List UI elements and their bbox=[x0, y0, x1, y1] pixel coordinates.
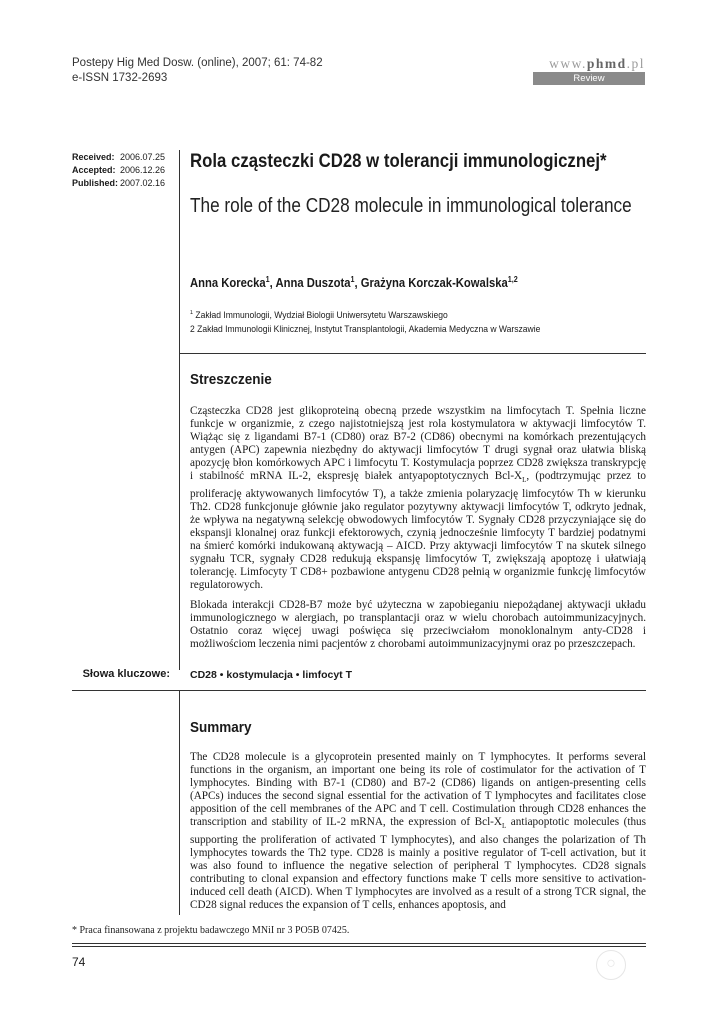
abstract-pl-text: Cząsteczka CD28 jest glikoproteiną obecną przede wszystkim na limfocytach T. Spełnia liczne funkcje w organizmie, z czego najistotniejszą jest rola kostymulatora w aktywacji limfocytów T. Wiążąc się z ligandami B7-1 (CD80) oraz B7-2 (CD86) obecnymi na komórkach prezentujących antygen (APC) zapewnia niezbędny do aktywacji limfocytów T drugi sygnał oraz ułatwia bliską apozycję błon komórkowych APC i limfocytu T. Kostymulacja poprzez CD28 zwiększa transkrypcję i stabilność mRNA IL-2, ekspresję białek antyapoptotycznych Bcl-X bbox=[190, 405, 646, 483]
page-number: 74 bbox=[72, 955, 86, 969]
date-accepted bbox=[72, 164, 165, 177]
date-value: 2006.12.26 bbox=[120, 165, 166, 175]
footer-divider bbox=[72, 943, 646, 944]
review-badge: Review bbox=[533, 72, 645, 85]
author-affil-sup: 1 bbox=[350, 275, 355, 284]
author-name: Anna Duszota bbox=[275, 276, 351, 291]
article-title-english bbox=[190, 192, 637, 220]
section-heading-streszczenie: Streszczenie bbox=[190, 371, 272, 388]
article-dates bbox=[72, 151, 165, 190]
column-divider-lower bbox=[179, 690, 180, 915]
watermark-logo-icon: ○ bbox=[596, 950, 626, 980]
author-name: Anna Korecka bbox=[190, 276, 266, 291]
abstract-pl-paragraph-2: Blokada interakcji CD28-B7 może być użyteczna w zapobieganiu niepożądanej aktywacji układu immunologicznego w alergiach, po transplantacji oraz w wielu chorobach autoimmunizacyjnych. Ostatnio coraz więcej uwagi poświęca się przeciwciałom monoklonalnym anty-CD28 i możliwościom leczenia nimi pacjentów z chorobami autoimmunizacyjnymi oraz po przeszczepach. bbox=[190, 598, 646, 650]
affiliation-text: Zakład Immunologii, Wydział Biologii Uniwersytetu Warszawskiego bbox=[195, 310, 448, 322]
abstract-pl-paragraph-1 bbox=[190, 405, 646, 593]
date-published bbox=[72, 177, 165, 190]
author-name: Grażyna Korczak-Kowalska bbox=[360, 276, 508, 291]
date-value: 2006.07.25 bbox=[120, 152, 166, 162]
site-brand: phmd bbox=[586, 56, 627, 71]
abstract-pl-text-rest: , (podtrzymując przez to proliferację aktywowanych limfocytów T), a także zmienia polaryzację limfocytów Th w kierunku Th2. CD28 funkcjonuje głównie jako regulator pozytywny aktywacji limfocytów T, odkryto jednak, że wpływa na negatywną selekcję obwodowych limfocytów T. Sygnały CD28 przyczyniające się do ekspansji klonalnej oraz funkcji efektorowych, czynią jednocześnie limfocyty T bardziej podatnymi na śmierć komórki indukowaną aktywacją – AICD. Przy aktywacji limfocytów T na skutek silnego sygnału TCR, sygnały CD28 redukują ekspansję limfocytów T, zwiększają apoptozę i ułatwiają tolerancję. Limfocyty T CD8+ pozbawione antygenu CD28 pełnią w organizmie funkcję limfocytów regulatorowych. bbox=[190, 470, 646, 592]
keywords-divider bbox=[72, 690, 646, 691]
keywords-values: CD28 • kostymulacja • limfocyt T bbox=[190, 669, 352, 681]
title-en-text: The role of the CD28 molecule in immunological tolerance bbox=[190, 195, 632, 217]
abstract-en-text: The CD28 molecule is a glycoprotein presented mainly on T lymphocytes. It performs several functions in the organism, an important one being its role of costimulator for the activation of T lymphocytes. Binding with B7-1 (CD80) and B7-2 (CD86) ligands on antigen-presenting cells (APCs) induces the second signal essential for the activation of T lymphocytes and facilitates close apposition of the cell membranes of the APC and T cell. Costimulation through CD28 enhances the transcription and stability of IL-2 mRNA, the expression of Bcl-X bbox=[190, 751, 646, 829]
header-divider bbox=[179, 353, 646, 354]
date-label: Accepted: bbox=[72, 165, 116, 175]
journal-line-2: e-ISSN 1732-2693 bbox=[72, 72, 168, 84]
article-title-polish: Rola cząsteczki CD28 w tolerancji immunologicznej* bbox=[190, 150, 607, 172]
abstract-en-text-rest: antiapoptotic molecules (thus supporting the proliferation of activated T lymphocytes), and also changes the polarization of Th lymphocytes towards the Th2 type. CD28 is mainly a positive regulator of T-cell activation, but it was also found to influence the negative selection of peripheral T lymphocytes. CD28 signals contributing to clonal expansion and effectory functions make T cells more sensitive to activation-induced cell death (AICD). When T lymphocytes are involved as a result of a strong TCR signal, the CD28 signal reduces the expansion of T cells, enhances apoptosis, and bbox=[190, 816, 646, 912]
author-affil-sup: 1,2 bbox=[507, 275, 518, 284]
site-suffix: .pl bbox=[626, 56, 645, 71]
date-received bbox=[72, 151, 165, 164]
date-label: Received: bbox=[72, 152, 115, 162]
subscript: L bbox=[501, 822, 507, 831]
subscript: L bbox=[522, 476, 527, 485]
journal-site-link[interactable] bbox=[533, 56, 645, 72]
date-value: 2007.02.16 bbox=[120, 178, 166, 188]
affiliation-2 bbox=[190, 323, 540, 337]
keywords-label: Słowa kluczowe: bbox=[82, 668, 170, 680]
section-heading-summary: Summary bbox=[190, 719, 252, 736]
affiliation-1 bbox=[190, 306, 540, 323]
site-prefix: www. bbox=[549, 56, 587, 71]
footer-divider bbox=[72, 946, 646, 947]
abstract-english bbox=[190, 751, 646, 913]
date-label: Published: bbox=[72, 178, 119, 188]
journal-line-1: Postepy Hig Med Dosw. (online), 2007; 61: 74-82 bbox=[72, 57, 323, 69]
affiliations bbox=[190, 306, 540, 337]
author-list: Anna Korecka$^1$, Anna Duszota$^1$, Grażyna Korczak-Kowalska$^{1,2}$ bbox=[190, 275, 518, 291]
funding-footnote: * Praca finansowana z projektu badawczego MNiI nr 3 PO5B 07425. bbox=[72, 925, 350, 936]
author-affil-sup: 1 bbox=[265, 275, 270, 284]
column-divider bbox=[179, 150, 180, 670]
journal-citation bbox=[72, 56, 323, 86]
abstract-polish bbox=[190, 405, 646, 651]
affiliation-text: 2 Zakład Immunologii Klinicznej, Instytut Transplantologii, Akademia Medyczna w Warszawie bbox=[190, 324, 541, 336]
affiliation-sup: 1 bbox=[190, 310, 194, 316]
abstract-en-paragraph bbox=[190, 751, 646, 912]
